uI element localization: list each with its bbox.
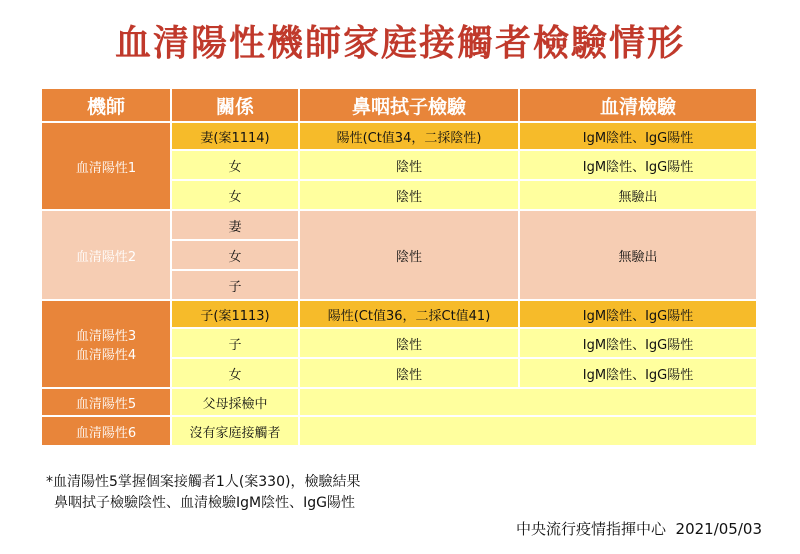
group-label-3: 血清陽性3 bbox=[75, 329, 137, 344]
table-cell: 無驗出 bbox=[520, 211, 758, 301]
table-cell: IgM陰性、IgG陽性 bbox=[520, 359, 758, 389]
footnote bbox=[46, 472, 360, 514]
table-cell: 陽性(Ct值36，二採Ct值41) bbox=[300, 301, 520, 329]
contact-test-table bbox=[42, 89, 758, 447]
group-label-5: 血清陽性5 bbox=[42, 389, 172, 417]
table-cell: 子(案1113) bbox=[172, 301, 300, 329]
table-cell: 陰性 bbox=[300, 329, 520, 359]
table-cell: 陰性 bbox=[300, 181, 520, 211]
group-label-6: 血清陽性6 bbox=[42, 417, 172, 447]
header-nasal-swab: 鼻咽拭子檢驗 bbox=[300, 89, 520, 123]
table-cell: 陽性(Ct值34，二採陰性) bbox=[300, 123, 520, 151]
table-cell-empty bbox=[300, 417, 758, 447]
group-label-4: 血清陽性4 bbox=[75, 348, 137, 363]
table-cell: 子 bbox=[172, 271, 300, 301]
table-cell: IgM陰性、IgG陽性 bbox=[520, 329, 758, 359]
table-cell: 女 bbox=[172, 359, 300, 389]
table-cell: 陰性 bbox=[300, 211, 520, 301]
group-label-2: 血清陽性2 bbox=[42, 211, 172, 301]
table-cell: 父母採檢中 bbox=[172, 389, 300, 417]
table-cell: 陰性 bbox=[300, 359, 520, 389]
table-cell: 沒有家庭接觸者 bbox=[172, 417, 300, 447]
header-pilot: 機師 bbox=[42, 89, 172, 123]
table-cell: 無驗出 bbox=[520, 181, 758, 211]
table-cell: 女 bbox=[172, 181, 300, 211]
header-relation: 關係 bbox=[172, 89, 300, 123]
table-cell: IgM陰性、IgG陽性 bbox=[520, 151, 758, 181]
table-cell-empty bbox=[300, 389, 758, 417]
table-cell: IgM陰性、IgG陽性 bbox=[520, 301, 758, 329]
table-cell: 女 bbox=[172, 241, 300, 271]
table-cell: 女 bbox=[172, 151, 300, 181]
table-cell: IgM陰性、IgG陽性 bbox=[520, 123, 758, 151]
table-cell: 妻(案1114) bbox=[172, 123, 300, 151]
table-cell: 子 bbox=[172, 329, 300, 359]
source-credit: 中央流行疫情指揮中心 2021/05/03 bbox=[516, 520, 762, 538]
footnote-line-1: *血清陽性5掌握個案接觸者1人(案330)，檢驗結果 bbox=[46, 474, 361, 490]
table-cell: 陰性 bbox=[300, 151, 520, 181]
page-title: 血清陽性機師家庭接觸者檢驗情形 bbox=[114, 23, 685, 64]
footnote-line-2: 鼻咽拭子檢驗陰性、血清檢驗IgM陰性、IgG陽性 bbox=[54, 495, 355, 511]
group-label-3-4 bbox=[42, 301, 172, 389]
table-cell: 妻 bbox=[172, 211, 300, 241]
header-serology: 血清檢驗 bbox=[520, 89, 758, 123]
group-label-1: 血清陽性1 bbox=[42, 123, 172, 211]
